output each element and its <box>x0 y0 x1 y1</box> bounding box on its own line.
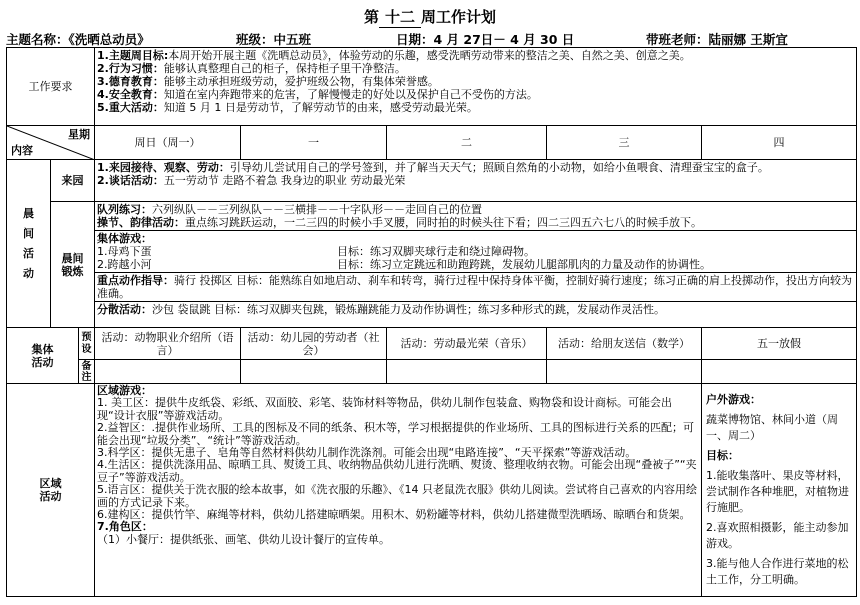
content-label: 内容 <box>11 144 33 157</box>
area-restaurant: （1）小餐厅：提供纸张、画笔、供幼儿设计餐厅的宣传单。 <box>97 532 391 546</box>
day-header-4: 四 <box>702 126 857 160</box>
note-day-2 <box>387 360 547 384</box>
info-bar <box>6 30 856 46</box>
week-content-corner <box>7 126 95 160</box>
note-label: 备注 <box>79 360 95 384</box>
teachers: 带班老师：陆丽娜 王斯宜 <box>646 32 788 47</box>
group-activity-day-2: 活动：劳动最光荣（音乐） <box>387 328 547 360</box>
split-activity: 分散活动：沙包 袋鼠跳 目标：练习双脚夹包跳，锻炼蹦跳能力及动作协调性；练习多种形式的跳，发展动作灵活性。 <box>97 303 666 316</box>
date-range: 日期：4 月 27日－ 4 月 30 日 <box>396 32 575 47</box>
note-day-4 <box>702 360 857 384</box>
page-title <box>0 6 860 28</box>
theme-name: 主题名称：《洗晒总动员》 <box>6 32 150 47</box>
morning-activity-label: 晨间活动 <box>7 160 51 328</box>
exercise-label: 晨间锻炼 <box>51 202 95 328</box>
day-header-2: 二 <box>387 126 547 160</box>
day-header-3: 三 <box>547 126 702 160</box>
group-activity-day-4: 五一放假 <box>702 328 857 360</box>
title-suffix: 周工作计划 <box>421 8 497 26</box>
note-day-0 <box>95 360 241 384</box>
area-language: 5.语言区：提供关于洗衣服的绘本故事，如《洗衣服的乐趣》、《14 只老鼠洗衣服》供幼儿阅读。尝试将自己喜欢的内容用绘画的方式记录下来。 <box>97 483 698 509</box>
exercise-content: 队列练习：六列纵队－－三列纵队－－三横排－－十字队形－－走回自己的位置 操节、韵律活动：重点练习跳跃运动，一二三四的时候小手叉腰，同时拍的时候头往下看；四二三四五六七八的时候手放下。 集体游戏： 1.母鸡下蛋 目标：练习双脚夹球行走和绕过障碍物。 2.跨越小河 目标：练习立定跳远和助跑跨跳，发展幼儿腿部肌肉的力量及动作的协调性。 重点动作指导：骑行 投掷区 目标：能熟练自如地启动、刹车和转弯，骑行过程中保持身体平衡，控制好骑行速度；练习正确的肩上投掷动作，投出方向较为准确。 分散活动：沙包 袋鼠跳 目标：练习双脚夹包跳，锻炼蹦跳能力及动作协调性；练习多种形式的跳，发展动作灵活性。 <box>95 202 857 328</box>
outdoor-goal-3: 3.能与他人合作进行菜地的松土工作，分工明确。 <box>706 557 849 586</box>
outdoor-goal-2: 2.喜欢照相摄影，能主动参加游戏。 <box>706 521 849 550</box>
area-puzzle: 2.益智区：.提供作业场所、工具的图标及不同的纸条、积木等，学习根据提供的作业场所、工具的图标进行关系的匹配；可能会出现“垃圾分类”、“统计”等游戏活动。 <box>97 421 695 447</box>
title-prefix: 第 <box>363 8 379 26</box>
requirement-4: 4.安全教育：知道在室内奔跑带来的危害，了解慢慢走的好处以及保护自己不受伤的方法。 <box>97 88 538 101</box>
note-day-1 <box>241 360 387 384</box>
requirement-1: 1.主题周目标:本周开始开展主题《洗晒总动员》，体验劳动的乐趣，感受洗晒劳动带来的整洁之美、自然之美、创意之美。 <box>97 49 691 62</box>
area-art: 1. 美工区：提供牛皮纸袋、彩纸、双面胶、彩笔、装饰材料等物品，供幼儿制作包装盒、购物袋和设计商标。可能会出现“设计衣服”等游戏活动。 <box>97 396 673 422</box>
requirements-content <box>95 48 857 126</box>
area-life: 4.生活区：提供洗涤用品、晾晒工具、熨烫工具、收纳物品供幼儿进行洗晒、熨烫、整理收纳衣物。可能会出现“叠被子”“夹豆子”等游戏活动。 <box>97 458 697 484</box>
key-movement: 重点动作指导：骑行 投掷区 目标：能熟练自如地启动、刹车和转弯，骑行过程中保持身体平衡，控制好骑行速度；练习正确的肩上投掷动作，投出方向较为准确。 <box>95 273 856 302</box>
requirement-3: 3.德育教育：能够主动承担班级劳动，爱护班级公物，有集体荣誉感。 <box>97 75 439 88</box>
title-week-number: 十二 <box>379 6 421 28</box>
outdoor-places: 蔬菜博物馆、林间小道（周一、周二） <box>706 413 839 442</box>
requirement-5: 5.重大活动：知道 5 月 1 日是劳动节，了解劳动节的由来，感受劳动最光荣。 <box>97 101 478 114</box>
preset-label: 预设 <box>79 328 95 360</box>
day-header-0: 周日（周一） <box>95 126 241 160</box>
requirement-2: 2.行为习惯：能够认真整理自己的柜子，保持柜子里干净整洁。 <box>97 62 406 75</box>
outdoor-games: 户外游戏： 蔬菜博物馆、林间小道（周一、周二） 目标： 1.能收集落叶、果皮等材料，尝试制作各种堆肥，对植物进行施肥。 2.喜欢照相摄影，能主动参加游戏。 3.能与他人合作进行菜地的松土工作，分工明确。 <box>702 384 857 597</box>
area-science: 3.科学区：提供无患子、皂角等自然材料供幼儿制作洗涤剂。可能会出现“电路连接”、“天平探索”等游戏活动。 <box>97 446 637 460</box>
group-activity-day-0: 活动：动物职业介绍所（语言） <box>95 328 241 360</box>
arrival-content: 1.来园接待、观察、劳动：引导幼儿尝试用自己的学号签到，并了解当天天气；照顾自然角的小动物，如给小鱼喂食、清理蚕宝宝的盒子。 2.谈话活动：五一劳动节 走路不着急 我身边的职业 劳动最光荣 <box>95 160 857 202</box>
group-activity-label: 集体活动 <box>7 328 79 384</box>
area-construction: 6.建构区：提供竹竿、麻绳等材料，供幼儿搭建晾晒架。用积木、奶粉罐等材料，供幼儿搭建微型洗晒场、晾晒台和货架。 <box>97 508 691 522</box>
day-header-1: 一 <box>241 126 387 160</box>
group-activity-day-3: 活动：给朋友送信（数学） <box>547 328 702 360</box>
weekly-plan-table <box>6 47 857 597</box>
note-day-3 <box>547 360 702 384</box>
group-activity-day-1: 活动：幼儿园的劳动者（社会） <box>241 328 387 360</box>
requirements-label: 工作要求 <box>7 48 95 126</box>
outdoor-goal-1: 1.能收集落叶、果皮等材料，尝试制作各种堆肥，对植物进行施肥。 <box>706 469 850 514</box>
class-name: 班级：中五班 <box>236 32 312 47</box>
area-games: 区域游戏： 1. 美工区：提供牛皮纸袋、彩纸、双面胶、彩笔、装饰材料等物品，供幼儿制作包装盒、购物袋和设计商标。可能会出现“设计衣服”等游戏活动。 2.益智区：.提供作业场所、工具的图标及不同的纸条、积木等，学习根据提供的作业场所、工具的图标进行关系的匹配；可能会出现“垃圾分类”、“统计”等游戏活动。 3.科学区：提供无患子、皂角等自然材料供幼儿制作洗涤剂。可能会出现“电路连接”、“天平探索”等游戏活动。 4.生活区：提供洗涤用品、晾晒工具、熨烫工具、收纳物品供幼儿进行洗晒、熨烫、整理收纳衣物。可能会出现“叠被子”“夹豆子”等游戏活动。 5.语言区：提供关于洗衣服的绘本故事，如《洗衣服的乐趣》、《14 只老鼠洗衣服》供幼儿阅读。尝试将自己喜欢的内容用绘画的方式记录下来。 6.建构区：提供竹竿、麻绳等材料，供幼儿搭建晾晒架。用积木、奶粉罐等材料，供幼儿搭建微型洗晒场、晾晒台和货架。 7.角色区： （1）小餐厅：提供纸张、画笔、供幼儿设计餐厅的宣传单。 <box>95 384 702 597</box>
week-label: 星期 <box>68 128 91 141</box>
area-role: 7.角色区： <box>97 520 153 534</box>
area-activity-label: 区域活动 <box>7 384 95 597</box>
arrival-label: 来园 <box>51 160 95 202</box>
group-games: 集体游戏： 1.母鸡下蛋 目标：练习双脚夹球行走和绕过障碍物。 2.跨越小河 目标：练习立定跳远和助跑跨跳，发展幼儿腿部肌肉的力量及动作的协调性。 <box>95 231 856 273</box>
